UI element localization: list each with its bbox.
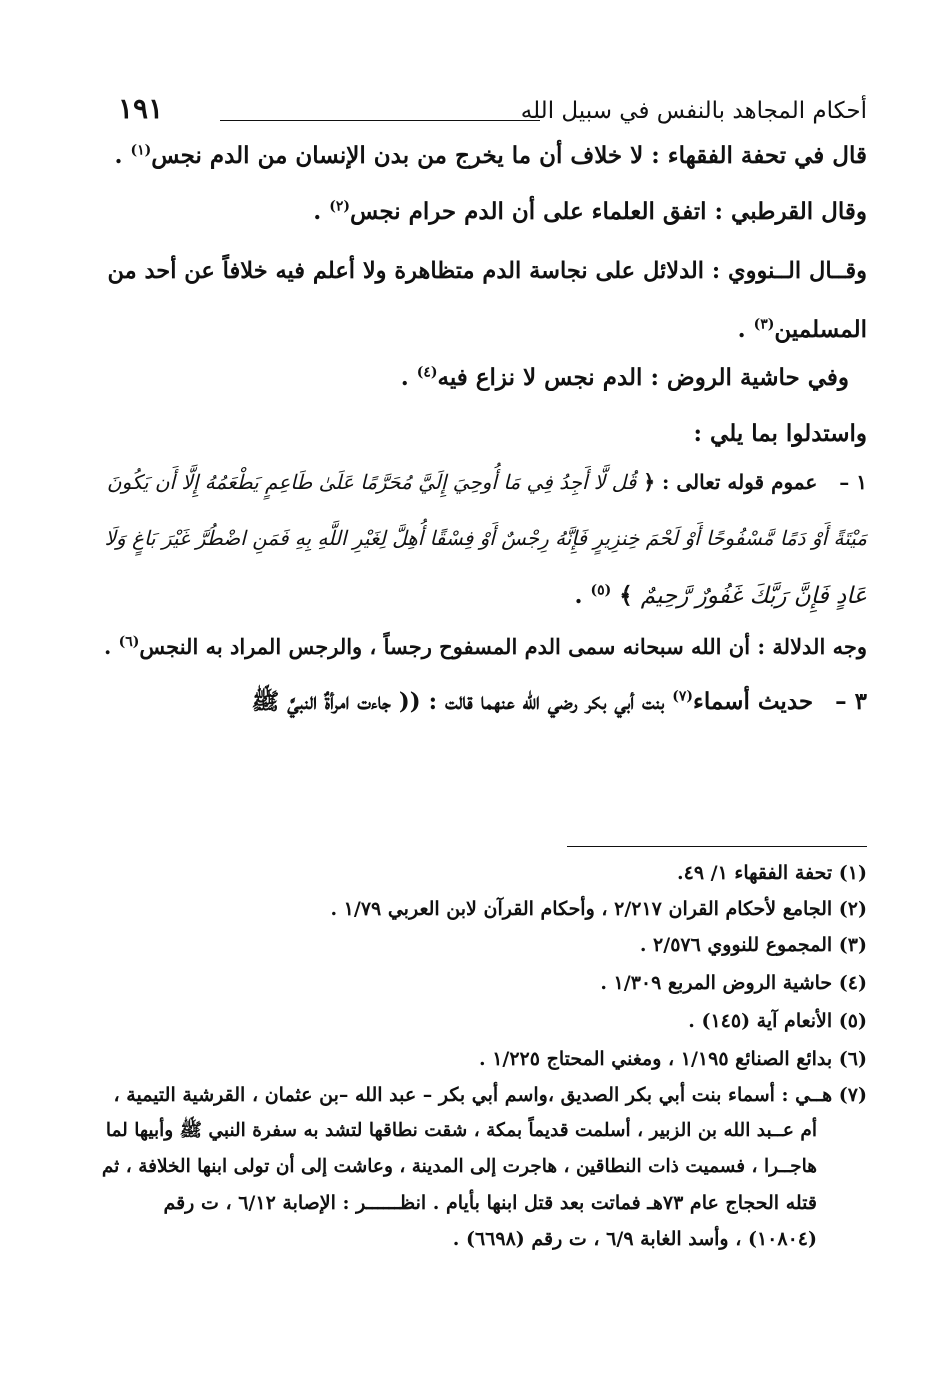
quran-verse: عَادٍ فَإِنَّ رَبَّكَ غَفُورٌ رَّحِيمٌ: [640, 583, 867, 609]
footnote-ref: (٧): [672, 688, 694, 705]
footnote-1: (١) تحفة الفقهاء ١/ ٤٩.: [676, 862, 867, 884]
running-title: أحكام المجاهد بالنفس في سبيل الله: [520, 98, 867, 124]
item-number: ١ –: [839, 470, 867, 494]
paragraph-rawd: وفي حاشية الروض : الدم نجس لا نزاع فيه$^{(٤)}$ .: [400, 364, 849, 391]
footnote-ref: (٦): [118, 634, 140, 650]
footnote-7-line: (١٠٨٠٤) ، وأسد الغابة ٦/٩ ، ت رقم (٦٦٩٨) .: [452, 1228, 817, 1250]
paragraph-evidence-reason: وجه الدلالة : أن الله سبحانه سمى الدم المسفوح رجساً ، والرجس المراد به النجس$^{(٦)}$ .: [103, 634, 867, 659]
footnote-ref: (١): [130, 142, 152, 159]
quran-verse: مَيْتَةً أَوْ دَمًا مَّسْفُوحًا أَوْ لَحْمَ خِنزِيرٍ فَإِنَّهُ رِجْسٌ أَوْ فِسْقًا أُهِلَّ لِغَيْرِ اللَّهِ بِهِ فَمَنِ اضْطُرَّ غَيْرَ بَاغٍ وَلَا: [104, 526, 867, 550]
paragraph-nawawi: وقــال الــنووي : الدلائل على نجاسة الدم متظاهرة ولا أعلم فيه خلافاً عن أحد من المسلمين$^{(٣)}$ .: [107, 258, 867, 343]
footnote-5: (٥) الأنعام آية (١٤٥) .: [688, 1010, 867, 1032]
item-number: ٣ –: [835, 688, 867, 715]
quran-verse: قُل لَّا أَجِدُ فِي مَا أُوحِيَ إِلَيَّ مُحَرَّمًا عَلَىٰ طَاعِمٍ يَطْعَمُهُ إِلَّا أَن يَكُونَ: [106, 470, 637, 494]
footnotes: [96, 862, 867, 1264]
footnote-4: (٤) حاشية الروض المربع ١/٣٠٩ .: [600, 972, 867, 994]
footnote-3: (٣) المجموع للنووي ٢/٥٧٦ .: [639, 934, 867, 956]
footnote-ref: (٣): [753, 316, 775, 333]
header-rule: [220, 120, 540, 121]
footnote-2: (٢) الجامع لأحكام القران ٢/٢١٧ ، وأحكام القرآن لابن العربي ١/٧٩ .: [330, 898, 867, 920]
footnote-7: (٧) هــي : أسماء بنت أبي بكر الصديق ،واسم أبي بكر – عبد الله –بن عثمان ، القرشية التيمية ،: [113, 1084, 867, 1106]
footnote-6: (٦) بدائع الصنائع ١/١٩٥ ، ومغني المحتاج ١/٢٢٥ .: [478, 1048, 867, 1070]
footnote-7-line: أم عــبد الله بن الزبير ، أسلمت قديماً بمكة ، شقت نطاقها لتشد به سفرة النبي ﷺ وأبيها لما: [105, 1120, 817, 1141]
footnote-ref: (٤): [416, 364, 438, 381]
footnote-separator: [567, 846, 867, 847]
footnote-7-line: قتله الحجاج عام ٧٣هـ فماتت بعد قتل ابنها بأيام . انظــــــر : الإصابة ٦/١٢ ، ت رقم: [163, 1192, 817, 1214]
footnote-ref: (٥): [590, 582, 612, 599]
footnote-ref: (٢): [329, 198, 351, 215]
running-header: [100, 92, 867, 140]
list-item-3: ٣ –حديث أسماء$^{(٧)}$ بنت أبي بكر رضي الله عنهما قالت : (( جاءت امرأةٌ النبيَّ ﷺ: [251, 688, 867, 715]
list-item-1: ١ –عموم قوله تعالى : ﴿ قُل لَّا أَجِدُ فِي مَا أُوحِيَ إِلَيَّ مُحَرَّمًا عَلَىٰ طَاعِمٍ يَطْعَمُهُ إِلَّا أَن يَكُونَ مَيْتَةً أَوْ دَمًا مَّسْفُوحًا أَوْ لَحْمَ خِنزِيرٍ فَإِنَّهُ رِجْسٌ أَوْ فِسْقًا أُهِلَّ لِغَيْرِ اللَّهِ بِهِ فَمَنِ اضْطُرَّ غَيْرَ بَاغٍ وَلَا عَادٍ فَإِنَّ رَبَّكَ غَفُورٌ رَّحِيمٌ ﴾ $^{(٥)}$ .: [96, 472, 867, 636]
main-text: [96, 144, 867, 713]
paragraph-qurtubi: وقال القرطبي : اتفق العلماء على أن الدم حرام نجس$^{(٢)}$ .: [313, 198, 867, 225]
paragraph-tuhfa: قال في تحفة الفقهاء : لا خلاف أن ما يخرج من بدن الإنسان من الدم نجس$^{(١)}$ .: [114, 142, 867, 169]
paragraph-evidence-intro: واستدلوا بما يلي :: [693, 420, 867, 447]
page-number: ١٩١: [118, 92, 164, 125]
footnote-7-line: هاجــرا ، فسميت ذات النطاقين ، هاجرت إلى المدينة ، وعاشت إلى أن تولى ابنها الخلافة ، ثم: [101, 1156, 817, 1177]
